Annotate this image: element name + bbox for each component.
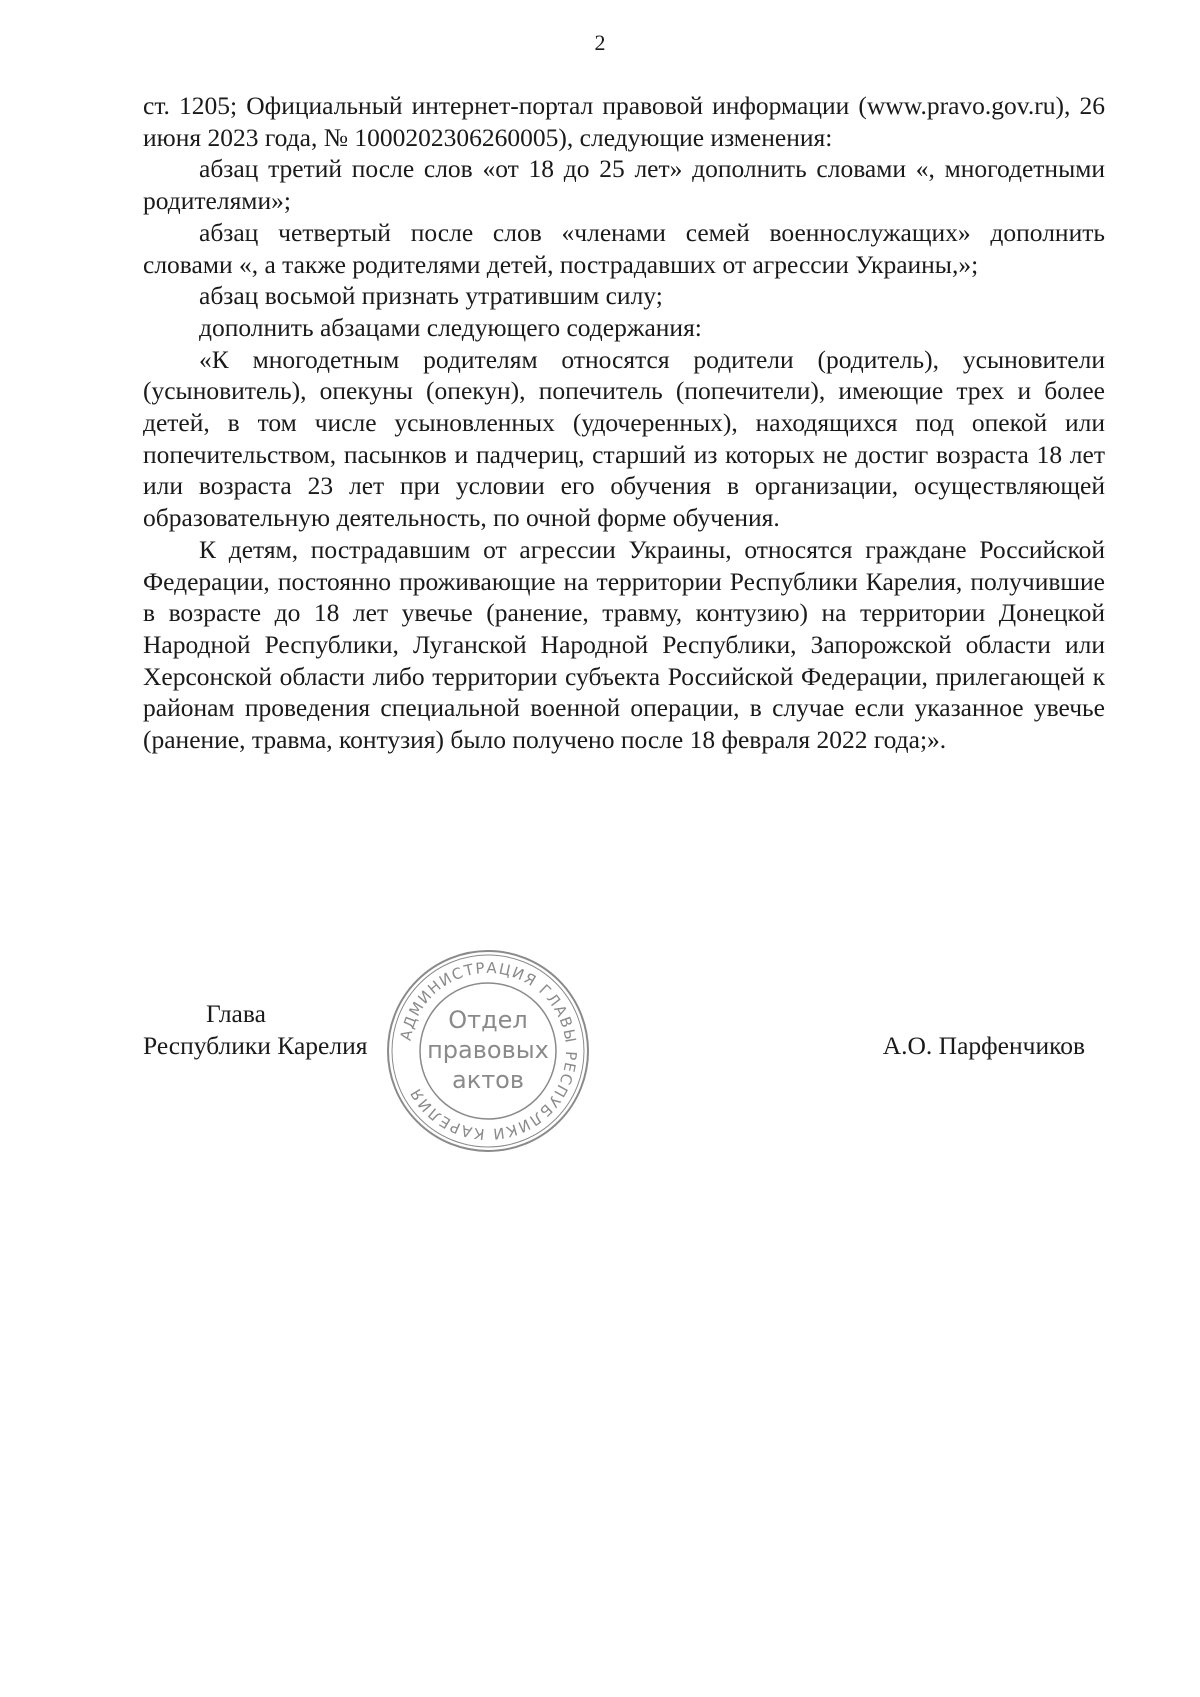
paragraph-continuation: ст. 1205; Официальный интернет-портал правовой информации (www.pravo.gov.ru), 26 июня 2023 года, № 1000202306260005), следующие изменения: bbox=[143, 91, 1105, 152]
stamp-line-2: правовых bbox=[427, 1036, 549, 1064]
stamp-line-3: актов bbox=[451, 1066, 525, 1094]
stamp-line-1: Отдел bbox=[448, 1006, 528, 1034]
signatory-title-line2: Республики Карелия bbox=[143, 1030, 368, 1060]
signature-block bbox=[143, 998, 1105, 1198]
official-stamp bbox=[385, 948, 591, 1154]
paragraph-amendment-4: абзац четвертый после слов «членами семей военнослужащих» дополнить словами «, а также родителями детей, пострадавших от агрессии Украины,»; bbox=[143, 217, 1105, 279]
stamp-ring-text: АДМИНИСТРАЦИЯ ГЛАВЫ РЕСПУБЛИКИ КАРЕЛИЯ bbox=[396, 958, 581, 1144]
document-body bbox=[143, 90, 1105, 756]
paragraph-large-families: «К многодетным родителям относятся родители (родитель), усыновители (усыновитель), опекуны (опекун), попечитель (попечители), имеющие трех и более детей, в том числе усыновленных (удочеренных), находящихся под опекой или попечительством, пасынков и падчериц, старший из которых не достиг возраста 18 лет или возраста 23 лет при условии его обучения в организации, осуществляющей образовательную деятельность, по очной форме обучения. bbox=[143, 344, 1105, 533]
paragraph-addition-intro: дополнить абзацами следующего содержания: bbox=[199, 312, 702, 342]
stamp-seal-icon bbox=[385, 948, 591, 1154]
signatory-name: А.О. Парфенчиков bbox=[882, 1030, 1085, 1060]
paragraph-amendment-3: абзац третий после слов «от 18 до 25 лет» дополнить словами «, многодетными родителями»; bbox=[143, 154, 1105, 216]
signatory-title-line1: Глава bbox=[206, 999, 266, 1028]
paragraph-children-affected: К детям, пострадавшим от агрессии Украины, относятся граждане Российской Федерации, постоянно проживающие на территории Республики Карелия, получившие в возрасте до 18 лет увечье (ранение, травму, контузию) на территории Донецкой Народной Республики, Луганской Народной Республики, Запорожской области или Херсонской области либо территории субъекта Российской Федерации, прилегающей к районам проведения специальной военной операции, в случае если указанное увечье (ранение, травма, контузия) было получено после 18 февраля 2022 года;». bbox=[143, 534, 1105, 755]
page-number: 2 bbox=[594, 30, 606, 55]
signatory-title bbox=[143, 998, 367, 1061]
paragraph-amendment-8: абзац восьмой признать утратившим силу; bbox=[199, 281, 663, 311]
